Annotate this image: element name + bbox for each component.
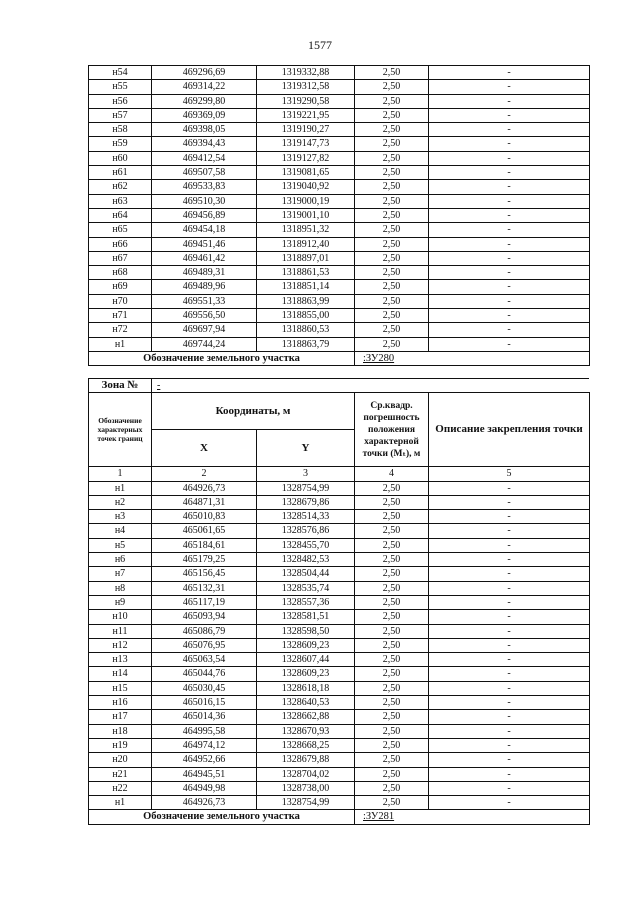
coord-x: 465010,83 bbox=[152, 510, 257, 524]
fixing-description: - bbox=[429, 123, 590, 137]
coord-x: 465076,95 bbox=[152, 638, 257, 652]
position-error: 2,50 bbox=[355, 538, 429, 552]
coord-y: 1318860,53 bbox=[257, 323, 355, 337]
coord-x: 469299,80 bbox=[152, 94, 257, 108]
point-id: н56 bbox=[89, 94, 152, 108]
fixing-description: - bbox=[429, 108, 590, 122]
coord-x: 469533,83 bbox=[152, 180, 257, 194]
designation-value: :ЗУ281 bbox=[355, 810, 590, 824]
position-error: 2,50 bbox=[355, 767, 429, 781]
fixing-description: - bbox=[429, 581, 590, 595]
fixing-description: - bbox=[429, 280, 590, 294]
table-row bbox=[89, 323, 590, 337]
coord-y: 1328618,18 bbox=[257, 681, 355, 695]
zone-row bbox=[89, 379, 590, 393]
column-number: 3 bbox=[257, 467, 355, 481]
point-id: н71 bbox=[89, 309, 152, 323]
point-id: н4 bbox=[89, 524, 152, 538]
fixing-description: - bbox=[429, 781, 590, 795]
coord-x: 464974,12 bbox=[152, 738, 257, 752]
point-id: н21 bbox=[89, 767, 152, 781]
table-row bbox=[89, 108, 590, 122]
point-id: н66 bbox=[89, 237, 152, 251]
table-row bbox=[89, 524, 590, 538]
fixing-description: - bbox=[429, 610, 590, 624]
fixing-description: - bbox=[429, 94, 590, 108]
column-number: 5 bbox=[429, 467, 590, 481]
point-id: н6 bbox=[89, 553, 152, 567]
point-id: н61 bbox=[89, 166, 152, 180]
column-numbers-row bbox=[89, 467, 590, 481]
coordinates-table-zone bbox=[88, 378, 590, 825]
table-row bbox=[89, 753, 590, 767]
header-error: Ср.квадр. погрешность положения характерной точки (Mₜ), м bbox=[355, 393, 429, 467]
position-error: 2,50 bbox=[355, 710, 429, 724]
point-id: н70 bbox=[89, 294, 152, 308]
table-row bbox=[89, 796, 590, 810]
designation-label: Обозначение земельного участка bbox=[89, 351, 355, 365]
point-id: н63 bbox=[89, 194, 152, 208]
position-error: 2,50 bbox=[355, 323, 429, 337]
point-id: н68 bbox=[89, 266, 152, 280]
table-row bbox=[89, 696, 590, 710]
table-row bbox=[89, 738, 590, 752]
position-error: 2,50 bbox=[355, 610, 429, 624]
coord-x: 469556,50 bbox=[152, 309, 257, 323]
fixing-description: - bbox=[429, 696, 590, 710]
coord-y: 1328679,86 bbox=[257, 495, 355, 509]
position-error: 2,50 bbox=[355, 123, 429, 137]
coord-x: 465063,54 bbox=[152, 653, 257, 667]
fixing-description: - bbox=[429, 681, 590, 695]
point-id: н20 bbox=[89, 753, 152, 767]
fixing-description: - bbox=[429, 208, 590, 222]
table-row bbox=[89, 767, 590, 781]
position-error: 2,50 bbox=[355, 208, 429, 222]
position-error: 2,50 bbox=[355, 194, 429, 208]
position-error: 2,50 bbox=[355, 724, 429, 738]
fixing-description: - bbox=[429, 753, 590, 767]
fixing-description: - bbox=[429, 738, 590, 752]
fixing-description: - bbox=[429, 638, 590, 652]
coord-y: 1328754,99 bbox=[257, 796, 355, 810]
coord-y: 1328535,74 bbox=[257, 581, 355, 595]
position-error: 2,50 bbox=[355, 309, 429, 323]
column-number: 4 bbox=[355, 467, 429, 481]
coord-y: 1318912,40 bbox=[257, 237, 355, 251]
coord-x: 469551,33 bbox=[152, 294, 257, 308]
position-error: 2,50 bbox=[355, 653, 429, 667]
position-error: 2,50 bbox=[355, 553, 429, 567]
fixing-description: - bbox=[429, 481, 590, 495]
table-row bbox=[89, 581, 590, 595]
point-id: н8 bbox=[89, 581, 152, 595]
coord-y: 1328455,70 bbox=[257, 538, 355, 552]
point-id: н12 bbox=[89, 638, 152, 652]
coord-x: 469296,69 bbox=[152, 66, 257, 80]
coord-x: 465132,31 bbox=[152, 581, 257, 595]
coord-y: 1319001,10 bbox=[257, 208, 355, 222]
point-id: н55 bbox=[89, 80, 152, 94]
fixing-description: - bbox=[429, 309, 590, 323]
coord-x: 469412,54 bbox=[152, 151, 257, 165]
designation-label: Обозначение земельного участка bbox=[89, 810, 355, 824]
coord-y: 1328598,50 bbox=[257, 624, 355, 638]
coord-x: 469461,42 bbox=[152, 251, 257, 265]
fixing-description: - bbox=[429, 724, 590, 738]
table-row bbox=[89, 610, 590, 624]
coord-x: 465156,45 bbox=[152, 567, 257, 581]
column-number: 2 bbox=[152, 467, 257, 481]
fixing-description: - bbox=[429, 796, 590, 810]
coord-y: 1328738,00 bbox=[257, 781, 355, 795]
coord-y: 1319290,58 bbox=[257, 94, 355, 108]
point-id: н16 bbox=[89, 696, 152, 710]
coord-y: 1318897,01 bbox=[257, 251, 355, 265]
point-id: н1 bbox=[89, 796, 152, 810]
point-id: н15 bbox=[89, 681, 152, 695]
coord-x: 469451,46 bbox=[152, 237, 257, 251]
position-error: 2,50 bbox=[355, 595, 429, 609]
coord-y: 1328704,02 bbox=[257, 767, 355, 781]
point-id: н58 bbox=[89, 123, 152, 137]
coord-x: 465044,76 bbox=[152, 667, 257, 681]
table-row bbox=[89, 223, 590, 237]
coord-y: 1328576,86 bbox=[257, 524, 355, 538]
zone-value: - bbox=[152, 379, 590, 393]
position-error: 2,50 bbox=[355, 280, 429, 294]
fixing-description: - bbox=[429, 166, 590, 180]
point-id: н17 bbox=[89, 710, 152, 724]
fixing-description: - bbox=[429, 595, 590, 609]
position-error: 2,50 bbox=[355, 524, 429, 538]
fixing-description: - bbox=[429, 80, 590, 94]
fixing-description: - bbox=[429, 180, 590, 194]
point-id: н60 bbox=[89, 151, 152, 165]
coord-x: 465093,94 bbox=[152, 610, 257, 624]
coord-y: 1328668,25 bbox=[257, 738, 355, 752]
point-id: н64 bbox=[89, 208, 152, 222]
point-id: н9 bbox=[89, 595, 152, 609]
table-row bbox=[89, 553, 590, 567]
coord-x: 465117,19 bbox=[152, 595, 257, 609]
table-row bbox=[89, 123, 590, 137]
fixing-description: - bbox=[429, 653, 590, 667]
position-error: 2,50 bbox=[355, 151, 429, 165]
point-id: н54 bbox=[89, 66, 152, 80]
fixing-description: - bbox=[429, 66, 590, 80]
point-id: н22 bbox=[89, 781, 152, 795]
header-x: X bbox=[152, 430, 257, 467]
column-number: 1 bbox=[89, 467, 152, 481]
point-id: н10 bbox=[89, 610, 152, 624]
table-row bbox=[89, 595, 590, 609]
coord-y: 1318851,14 bbox=[257, 280, 355, 294]
coord-y: 1318863,79 bbox=[257, 337, 355, 351]
coord-y: 1319081,65 bbox=[257, 166, 355, 180]
table-row bbox=[89, 137, 590, 151]
coord-y: 1319221,95 bbox=[257, 108, 355, 122]
coord-x: 469456,89 bbox=[152, 208, 257, 222]
point-id: н62 bbox=[89, 180, 152, 194]
point-id: н1 bbox=[89, 481, 152, 495]
fixing-description: - bbox=[429, 524, 590, 538]
table-row bbox=[89, 80, 590, 94]
coord-x: 469369,09 bbox=[152, 108, 257, 122]
table-row bbox=[89, 724, 590, 738]
position-error: 2,50 bbox=[355, 251, 429, 265]
point-id: н69 bbox=[89, 280, 152, 294]
coord-y: 1318861,53 bbox=[257, 266, 355, 280]
header-y: Y bbox=[257, 430, 355, 467]
coord-x: 465030,45 bbox=[152, 681, 257, 695]
fixing-description: - bbox=[429, 251, 590, 265]
zone-label: Зона № bbox=[89, 379, 152, 393]
coord-y: 1319000,19 bbox=[257, 194, 355, 208]
table-row bbox=[89, 481, 590, 495]
coord-y: 1328514,33 bbox=[257, 510, 355, 524]
position-error: 2,50 bbox=[355, 781, 429, 795]
coord-y: 1318863,99 bbox=[257, 294, 355, 308]
header-row-1 bbox=[89, 393, 590, 430]
position-error: 2,50 bbox=[355, 66, 429, 80]
fixing-description: - bbox=[429, 624, 590, 638]
position-error: 2,50 bbox=[355, 223, 429, 237]
position-error: 2,50 bbox=[355, 495, 429, 509]
header-coordinates: Координаты, м bbox=[152, 393, 355, 430]
position-error: 2,50 bbox=[355, 108, 429, 122]
coord-x: 469454,18 bbox=[152, 223, 257, 237]
fixing-description: - bbox=[429, 266, 590, 280]
coord-x: 465179,25 bbox=[152, 553, 257, 567]
point-id: н72 bbox=[89, 323, 152, 337]
table-row bbox=[89, 667, 590, 681]
fixing-description: - bbox=[429, 767, 590, 781]
fixing-description: - bbox=[429, 567, 590, 581]
table-row bbox=[89, 624, 590, 638]
coord-x: 465016,15 bbox=[152, 696, 257, 710]
position-error: 2,50 bbox=[355, 638, 429, 652]
point-id: н7 bbox=[89, 567, 152, 581]
coord-x: 469489,96 bbox=[152, 280, 257, 294]
coord-x: 469489,31 bbox=[152, 266, 257, 280]
coord-x: 464945,51 bbox=[152, 767, 257, 781]
coord-y: 1319147,73 bbox=[257, 137, 355, 151]
point-id: н14 bbox=[89, 667, 152, 681]
table-row bbox=[89, 208, 590, 222]
coord-x: 464871,31 bbox=[152, 495, 257, 509]
coord-x: 469314,22 bbox=[152, 80, 257, 94]
coord-y: 1318951,32 bbox=[257, 223, 355, 237]
position-error: 2,50 bbox=[355, 481, 429, 495]
coord-y: 1328609,23 bbox=[257, 638, 355, 652]
fixing-description: - bbox=[429, 151, 590, 165]
coord-x: 465184,61 bbox=[152, 538, 257, 552]
table-row bbox=[89, 237, 590, 251]
table-row bbox=[89, 781, 590, 795]
coord-y: 1328640,53 bbox=[257, 696, 355, 710]
position-error: 2,50 bbox=[355, 681, 429, 695]
fixing-description: - bbox=[429, 323, 590, 337]
coord-x: 464949,98 bbox=[152, 781, 257, 795]
point-id: н18 bbox=[89, 724, 152, 738]
table-row bbox=[89, 495, 590, 509]
coord-y: 1328679,88 bbox=[257, 753, 355, 767]
position-error: 2,50 bbox=[355, 738, 429, 752]
table-row bbox=[89, 653, 590, 667]
table-row bbox=[89, 337, 590, 351]
coord-x: 465086,79 bbox=[152, 624, 257, 638]
point-id: н59 bbox=[89, 137, 152, 151]
point-id: н65 bbox=[89, 223, 152, 237]
position-error: 2,50 bbox=[355, 80, 429, 94]
table-row bbox=[89, 180, 590, 194]
position-error: 2,50 bbox=[355, 137, 429, 151]
coord-x: 469697,94 bbox=[152, 323, 257, 337]
point-id: н57 bbox=[89, 108, 152, 122]
coord-y: 1328504,44 bbox=[257, 567, 355, 581]
position-error: 2,50 bbox=[355, 567, 429, 581]
coord-x: 464926,73 bbox=[152, 796, 257, 810]
coord-x: 469398,05 bbox=[152, 123, 257, 137]
fixing-description: - bbox=[429, 223, 590, 237]
fixing-description: - bbox=[429, 495, 590, 509]
fixing-description: - bbox=[429, 538, 590, 552]
point-id: н3 bbox=[89, 510, 152, 524]
table-row bbox=[89, 280, 590, 294]
coordinates-table-body bbox=[89, 66, 590, 352]
position-error: 2,50 bbox=[355, 166, 429, 180]
table-row bbox=[89, 567, 590, 581]
designation-value: :ЗУ280 bbox=[355, 351, 590, 365]
table-row bbox=[89, 638, 590, 652]
fixing-description: - bbox=[429, 137, 590, 151]
table-row bbox=[89, 681, 590, 695]
point-id: н11 bbox=[89, 624, 152, 638]
coord-y: 1328581,51 bbox=[257, 610, 355, 624]
coord-y: 1328670,93 bbox=[257, 724, 355, 738]
coord-x: 469394,43 bbox=[152, 137, 257, 151]
point-id: н19 bbox=[89, 738, 152, 752]
position-error: 2,50 bbox=[355, 753, 429, 767]
position-error: 2,50 bbox=[355, 237, 429, 251]
coordinates-table-continued bbox=[88, 65, 590, 366]
fixing-description: - bbox=[429, 553, 590, 567]
header-description: Описание закрепления точки bbox=[429, 393, 590, 467]
fixing-description: - bbox=[429, 337, 590, 351]
designation-row bbox=[89, 810, 590, 824]
coord-x: 464995,58 bbox=[152, 724, 257, 738]
table-row bbox=[89, 710, 590, 724]
fixing-description: - bbox=[429, 294, 590, 308]
coord-y: 1328662,88 bbox=[257, 710, 355, 724]
position-error: 2,50 bbox=[355, 337, 429, 351]
position-error: 2,50 bbox=[355, 696, 429, 710]
coord-x: 464952,66 bbox=[152, 753, 257, 767]
point-id: н13 bbox=[89, 653, 152, 667]
coord-y: 1319190,27 bbox=[257, 123, 355, 137]
fixing-description: - bbox=[429, 510, 590, 524]
coord-x: 464926,73 bbox=[152, 481, 257, 495]
fixing-description: - bbox=[429, 667, 590, 681]
position-error: 2,50 bbox=[355, 294, 429, 308]
coordinates-table-body bbox=[89, 481, 590, 810]
point-id: н1 bbox=[89, 337, 152, 351]
fixing-description: - bbox=[429, 710, 590, 724]
position-error: 2,50 bbox=[355, 624, 429, 638]
coord-y: 1328754,99 bbox=[257, 481, 355, 495]
coord-y: 1319127,82 bbox=[257, 151, 355, 165]
header-points: Обозначение характерных точек границ bbox=[89, 393, 152, 467]
fixing-description: - bbox=[429, 237, 590, 251]
table-row bbox=[89, 194, 590, 208]
coord-y: 1328557,36 bbox=[257, 595, 355, 609]
position-error: 2,50 bbox=[355, 510, 429, 524]
position-error: 2,50 bbox=[355, 667, 429, 681]
point-id: н67 bbox=[89, 251, 152, 265]
table-row bbox=[89, 309, 590, 323]
position-error: 2,50 bbox=[355, 581, 429, 595]
table-row bbox=[89, 510, 590, 524]
coord-y: 1328607,44 bbox=[257, 653, 355, 667]
coord-y: 1319312,58 bbox=[257, 80, 355, 94]
coord-x: 469510,30 bbox=[152, 194, 257, 208]
coord-y: 1319332,88 bbox=[257, 66, 355, 80]
table-row bbox=[89, 66, 590, 80]
coord-x: 469744,24 bbox=[152, 337, 257, 351]
position-error: 2,50 bbox=[355, 266, 429, 280]
coord-y: 1318855,00 bbox=[257, 309, 355, 323]
table-row bbox=[89, 251, 590, 265]
coord-x: 465061,65 bbox=[152, 524, 257, 538]
coord-y: 1328609,23 bbox=[257, 667, 355, 681]
page-number: 1577 bbox=[308, 38, 332, 52]
table-row bbox=[89, 294, 590, 308]
table-row bbox=[89, 166, 590, 180]
table-row bbox=[89, 266, 590, 280]
coord-x: 465014,36 bbox=[152, 710, 257, 724]
point-id: н2 bbox=[89, 495, 152, 509]
designation-row bbox=[89, 351, 590, 365]
table-row bbox=[89, 151, 590, 165]
coord-y: 1328482,53 bbox=[257, 553, 355, 567]
position-error: 2,50 bbox=[355, 796, 429, 810]
table-row bbox=[89, 538, 590, 552]
coord-x: 469507,58 bbox=[152, 166, 257, 180]
position-error: 2,50 bbox=[355, 180, 429, 194]
fixing-description: - bbox=[429, 194, 590, 208]
position-error: 2,50 bbox=[355, 94, 429, 108]
coord-y: 1319040,92 bbox=[257, 180, 355, 194]
table-row bbox=[89, 94, 590, 108]
point-id: н5 bbox=[89, 538, 152, 552]
